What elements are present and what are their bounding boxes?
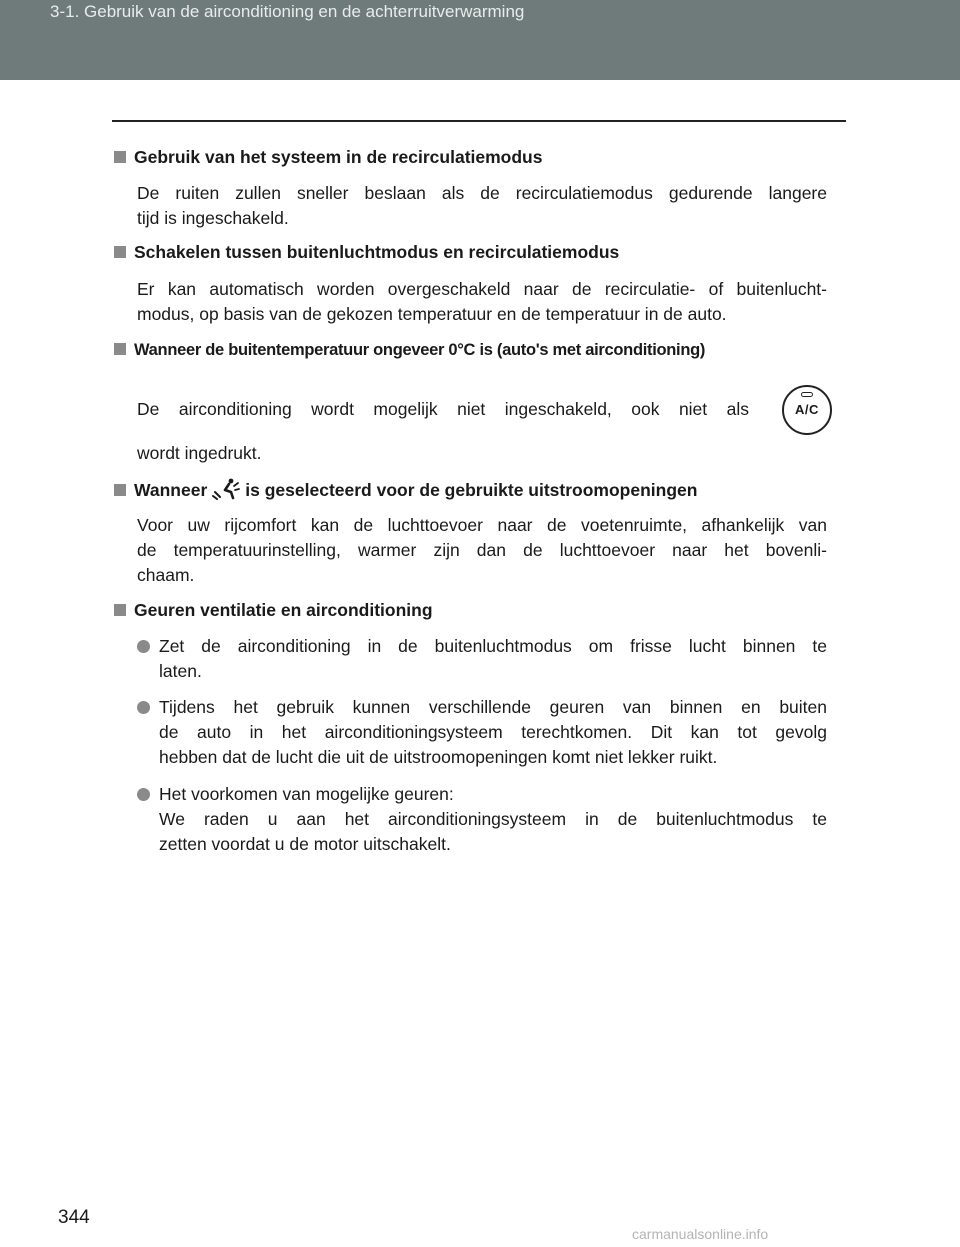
foot-vent-icon [211,478,241,500]
square-bullet-icon [114,246,126,258]
section-body: Er kan automatisch worden overgeschakeld naar de recirculatie- of buitenlucht- modus, op basis van de gekozen temperatuur en de temperatuur in de auto. [137,279,827,324]
header-band [0,0,960,80]
square-bullet-icon [114,343,126,355]
section-body: De ruiten zullen sneller beslaan als de recirculatiemodus gedurende langere tijd is ingeschakeld. [137,183,827,228]
circle-bullet-icon [137,701,150,714]
square-bullet-icon [114,151,126,163]
circle-bullet-icon [137,788,150,801]
section-heading: Wanneer is geselecteerd voor de gebruikte uitstroomopeningen [114,478,697,501]
section-heading: Wanneer de buitentemperatuur ongeveer 0°C is (auto's met airconditioning) [114,341,705,360]
section-heading: Gebruik van het systeem in de recirculatiemodus [114,147,542,168]
watermark: carmanualsonline.info [632,1226,769,1242]
circle-bullet-icon [137,640,150,653]
header-rule [112,120,846,122]
section-heading: Schakelen tussen buitenluchtmodus en recirculatiemodus [114,242,619,263]
section-body-continued: wordt ingedrukt. [137,443,262,463]
ac-button-icon: A/C [782,385,832,435]
indicator-led-icon [801,392,813,397]
section-body: Voor uw rijcomfort kan de luchttoevoer naar de voetenruimte, afhankelijk van de temperatuurinstelling, warmer zijn dan de luchttoevoer naar het bovenli- chaam. [137,515,827,585]
section-body: De airconditioning wordt mogelijk niet ingeschakeld, ook niet als [137,399,749,419]
square-bullet-icon [114,484,126,496]
chapter-title: 3-1. Gebruik van de airconditioning en de achterruitverwarming [50,2,525,21]
section-heading: Geuren ventilatie en airconditioning [114,600,433,621]
page-number: 344 [58,1207,90,1228]
square-bullet-icon [114,604,126,616]
